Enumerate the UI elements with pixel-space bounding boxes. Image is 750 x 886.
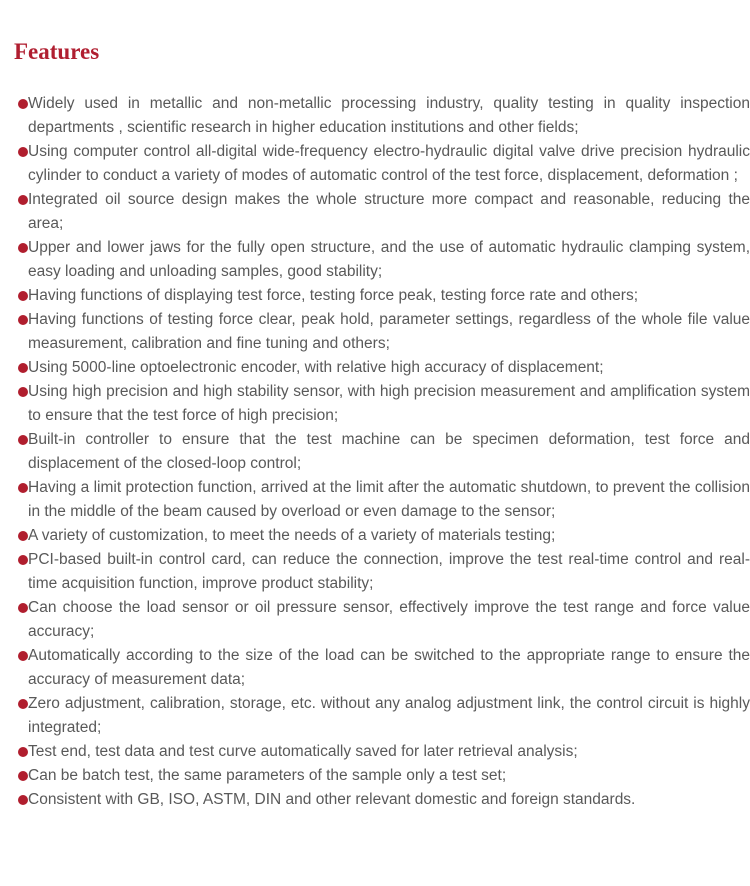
feature-item	[0, 380, 750, 428]
bullet-icon	[18, 771, 28, 781]
bullet-icon	[18, 483, 28, 493]
bullet-icon	[18, 747, 28, 757]
feature-text: Widely used in metallic and non-metallic processing industry, quality testing in quality inspection departments , scientific research in higher education institutions and other fields;	[28, 95, 750, 136]
bullet-icon	[18, 195, 28, 205]
feature-item	[0, 476, 750, 524]
feature-text: Can be batch test, the same parameters of the sample only a test set;	[28, 767, 507, 784]
bullet-icon	[18, 531, 28, 541]
feature-text: Test end, test data and test curve automatically saved for later retrieval analysis;	[28, 743, 578, 760]
feature-item	[0, 596, 750, 644]
feature-item	[0, 740, 750, 764]
feature-item	[0, 548, 750, 596]
bullet-icon	[18, 363, 28, 373]
feature-text: Using high precision and high stability sensor, with high precision measurement and amplification system to ensure that the test force of high precision;	[28, 383, 750, 424]
bullet-icon	[18, 651, 28, 661]
bullet-icon	[18, 699, 28, 709]
feature-text: Zero adjustment, calibration, storage, etc. without any analog adjustment link, the control circuit is highly integrated;	[28, 695, 750, 736]
bullet-icon	[18, 603, 28, 613]
bullet-icon	[18, 387, 28, 397]
feature-text: Having functions of displaying test force, testing force peak, testing force rate and others;	[28, 287, 639, 304]
feature-item	[0, 692, 750, 740]
feature-item	[0, 764, 750, 788]
feature-text: PCI-based built-in control card, can reduce the connection, improve the test real-time control and real-time acquisition function, improve product stability;	[28, 551, 750, 592]
feature-item	[0, 356, 750, 380]
feature-item	[0, 308, 750, 356]
page-title: Features	[14, 39, 100, 64]
feature-item	[0, 284, 750, 308]
feature-text: Using 5000-line optoelectronic encoder, with relative high accuracy of displacement;	[28, 359, 604, 376]
feature-item	[0, 788, 750, 812]
feature-list	[0, 92, 750, 812]
bullet-icon	[18, 555, 28, 565]
feature-item	[0, 644, 750, 692]
feature-item	[0, 524, 750, 548]
feature-text: Upper and lower jaws for the fully open structure, and the use of automatic hydraulic clamping system, easy loading and unloading samples, good stability;	[28, 239, 750, 280]
feature-text: Can choose the load sensor or oil pressure sensor, effectively improve the test range and force value accuracy;	[28, 599, 750, 640]
feature-text: Consistent with GB, ISO, ASTM, DIN and other relevant domestic and foreign standards.	[28, 791, 636, 808]
feature-item	[0, 428, 750, 476]
feature-text: Having a limit protection function, arrived at the limit after the automatic shutdown, to prevent the collision in the middle of the beam caused by overload or even damage to the sensor;	[28, 479, 750, 520]
feature-text: Integrated oil source design makes the whole structure more compact and reasonable, reducing the area;	[28, 191, 750, 232]
feature-text: Having functions of testing force clear, peak hold, parameter settings, regardless of the whole file value measurement, calibration and fine tuning and others;	[28, 311, 750, 352]
feature-text: Built-in controller to ensure that the test machine can be specimen deformation, test force and displacement of the closed-loop control;	[28, 431, 750, 472]
bullet-icon	[18, 243, 28, 253]
bullet-icon	[18, 291, 28, 301]
feature-item	[0, 236, 750, 284]
bullet-icon	[18, 315, 28, 325]
bullet-icon	[18, 99, 28, 109]
feature-text: Automatically according to the size of the load can be switched to the appropriate range to ensure the accuracy of measurement data;	[28, 647, 750, 688]
bullet-icon	[18, 147, 28, 157]
bullet-icon	[18, 795, 28, 805]
feature-item	[0, 140, 750, 188]
bullet-icon	[18, 435, 28, 445]
feature-item	[0, 188, 750, 236]
feature-item	[0, 92, 750, 140]
feature-text: A variety of customization, to meet the needs of a variety of materials testing;	[28, 527, 556, 544]
feature-text: Using computer control all-digital wide-frequency electro-hydraulic digital valve drive precision hydraulic cylinder to conduct a variety of modes of automatic control of the test force, displacement, deformation ;	[28, 143, 750, 184]
